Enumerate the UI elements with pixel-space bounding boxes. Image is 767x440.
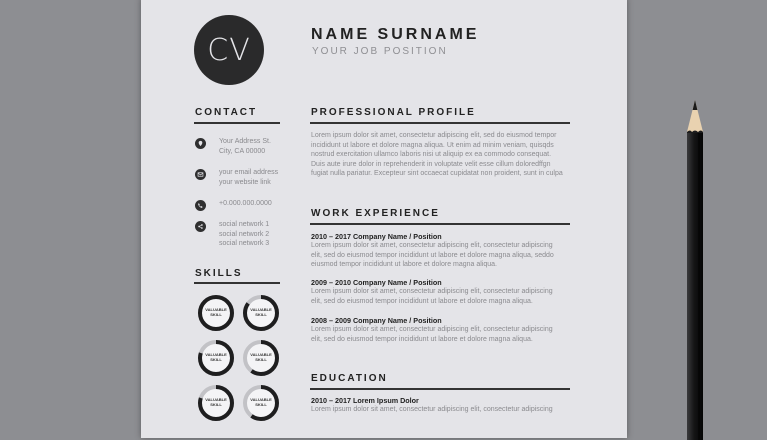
profile-line: fugiat nulla pariatur. Excepteur sint occaecat cupidatat non proident, sunt in culpa <box>311 170 563 177</box>
address-line-1: Your Address St. <box>219 138 271 145</box>
job-line: Lorem ipsum dolor sit amet, consectetur adipiscing elit, consectetur adipiscing <box>311 326 553 333</box>
skill-label-line-1: VALUABLE <box>250 397 272 402</box>
skill-label-line-1: VALUABLE <box>205 307 227 312</box>
job-title: 2010 – 2017 Company Name / Position <box>311 232 442 241</box>
monogram-text: CV <box>207 32 251 68</box>
full-name: NAME SURNAME <box>311 26 480 43</box>
mail-icon <box>195 169 206 180</box>
education-title: 2010 – 2017 Lorem Ipsum Dolor <box>311 396 419 405</box>
phone-number: +0.000.000.0000 <box>219 200 272 207</box>
job-line: Lorem ipsum dolor sit amet, consectetur adipiscing elit, consectetur adipiscing <box>311 242 553 249</box>
profile-paragraph <box>311 131 563 179</box>
job-description <box>311 241 563 270</box>
contact-address <box>195 137 271 156</box>
skill-label-line-1: VALUABLE <box>205 397 227 402</box>
skill-label-line-2: SKILL <box>210 402 222 407</box>
profile-divider <box>310 122 570 124</box>
skill-label-line-1: VALUABLE <box>250 352 272 357</box>
contact-heading: CONTACT <box>195 107 258 118</box>
resume-page <box>141 0 627 438</box>
contact-divider <box>194 122 280 124</box>
skill-label-line-2: SKILL <box>255 312 267 317</box>
job-title: 2008 – 2009 Company Name / Position <box>311 316 442 325</box>
phone-icon <box>195 200 206 211</box>
job-description <box>311 325 563 344</box>
share-icon <box>195 221 206 232</box>
contact-phone <box>195 199 272 211</box>
profile-line: nostrud exercitation ullamco laboris nisi ut aliquip ex ea commodo consequat. <box>311 151 552 158</box>
job-line: elit, sed do eiusmod tempor incididunt ut labore et dolore magna aliqua. <box>311 335 533 343</box>
skill-ring <box>241 293 281 333</box>
job-line: eiusmod tempor incididunt ut labore et dolore magna aliqua. <box>311 261 498 268</box>
email-address: your email address <box>219 169 279 176</box>
education-heading: EDUCATION <box>311 373 388 384</box>
contact-email-web <box>195 168 278 187</box>
address-line-2: City, CA 00000 <box>219 147 266 155</box>
skill-label-line-2: SKILL <box>210 312 222 317</box>
social-text <box>219 220 269 249</box>
address-text <box>219 137 271 156</box>
skill-label-line-1: VALUABLE <box>205 352 227 357</box>
work-divider <box>310 223 570 225</box>
phone-text <box>219 199 272 209</box>
job-line: elit, sed do eiusmod tempor incididunt ut labore et dolore magna aliqua, seddo <box>311 251 554 259</box>
skill-label-line-1: VALUABLE <box>250 307 272 312</box>
pencil-image <box>684 100 706 440</box>
job-description <box>311 287 563 306</box>
skill-ring <box>196 293 236 333</box>
website-link: your website link <box>219 178 271 186</box>
skills-heading: SKILLS <box>195 268 243 279</box>
cv-monogram-badge <box>194 15 264 85</box>
work-heading: WORK EXPERIENCE <box>311 208 440 219</box>
job-position: YOUR JOB POSITION <box>312 46 448 57</box>
skill-ring <box>196 383 236 423</box>
contact-social <box>195 220 269 249</box>
skill-label-line-2: SKILL <box>255 357 267 362</box>
job-line: Lorem ipsum dolor sit amet, consectetur adipiscing elit, consectetur adipiscing <box>311 288 553 295</box>
education-line: Lorem ipsum dolor sit amet, consectetur adipiscing elit, consectetur adipiscing <box>311 406 553 413</box>
social-network-3: social network 3 <box>219 240 270 247</box>
profile-line: Lorem ipsum dolor sit amet, consectetur adipiscing elit, sed do eiusmod tempor <box>311 132 557 139</box>
skill-ring <box>241 383 281 423</box>
skill-ring <box>196 338 236 378</box>
social-network-2: social network 2 <box>219 230 270 238</box>
profile-line: incididunt ut labore et dolore magna aliqua. Ut enim ad minim veniam, quisqds <box>311 141 554 149</box>
social-network-1: social network 1 <box>219 221 270 228</box>
location-pin-icon <box>195 138 206 149</box>
skill-label-line-2: SKILL <box>210 357 222 362</box>
job-line: elit, sed do eiusmod tempor incididunt ut labore et dolore magna aliqua. <box>311 297 533 305</box>
skills-divider <box>194 282 280 284</box>
email-web-text <box>219 168 278 187</box>
job-title: 2009 – 2010 Company Name / Position <box>311 278 442 287</box>
skill-ring <box>241 338 281 378</box>
education-divider <box>310 388 570 390</box>
skill-label-line-2: SKILL <box>255 402 267 407</box>
profile-line: Duis aute irure dolor in reprehenderit in voluptate velit esse cillum doloredffgn <box>311 160 551 168</box>
education-description <box>311 405 563 415</box>
profile-heading: PROFESSIONAL PROFILE <box>311 107 476 118</box>
